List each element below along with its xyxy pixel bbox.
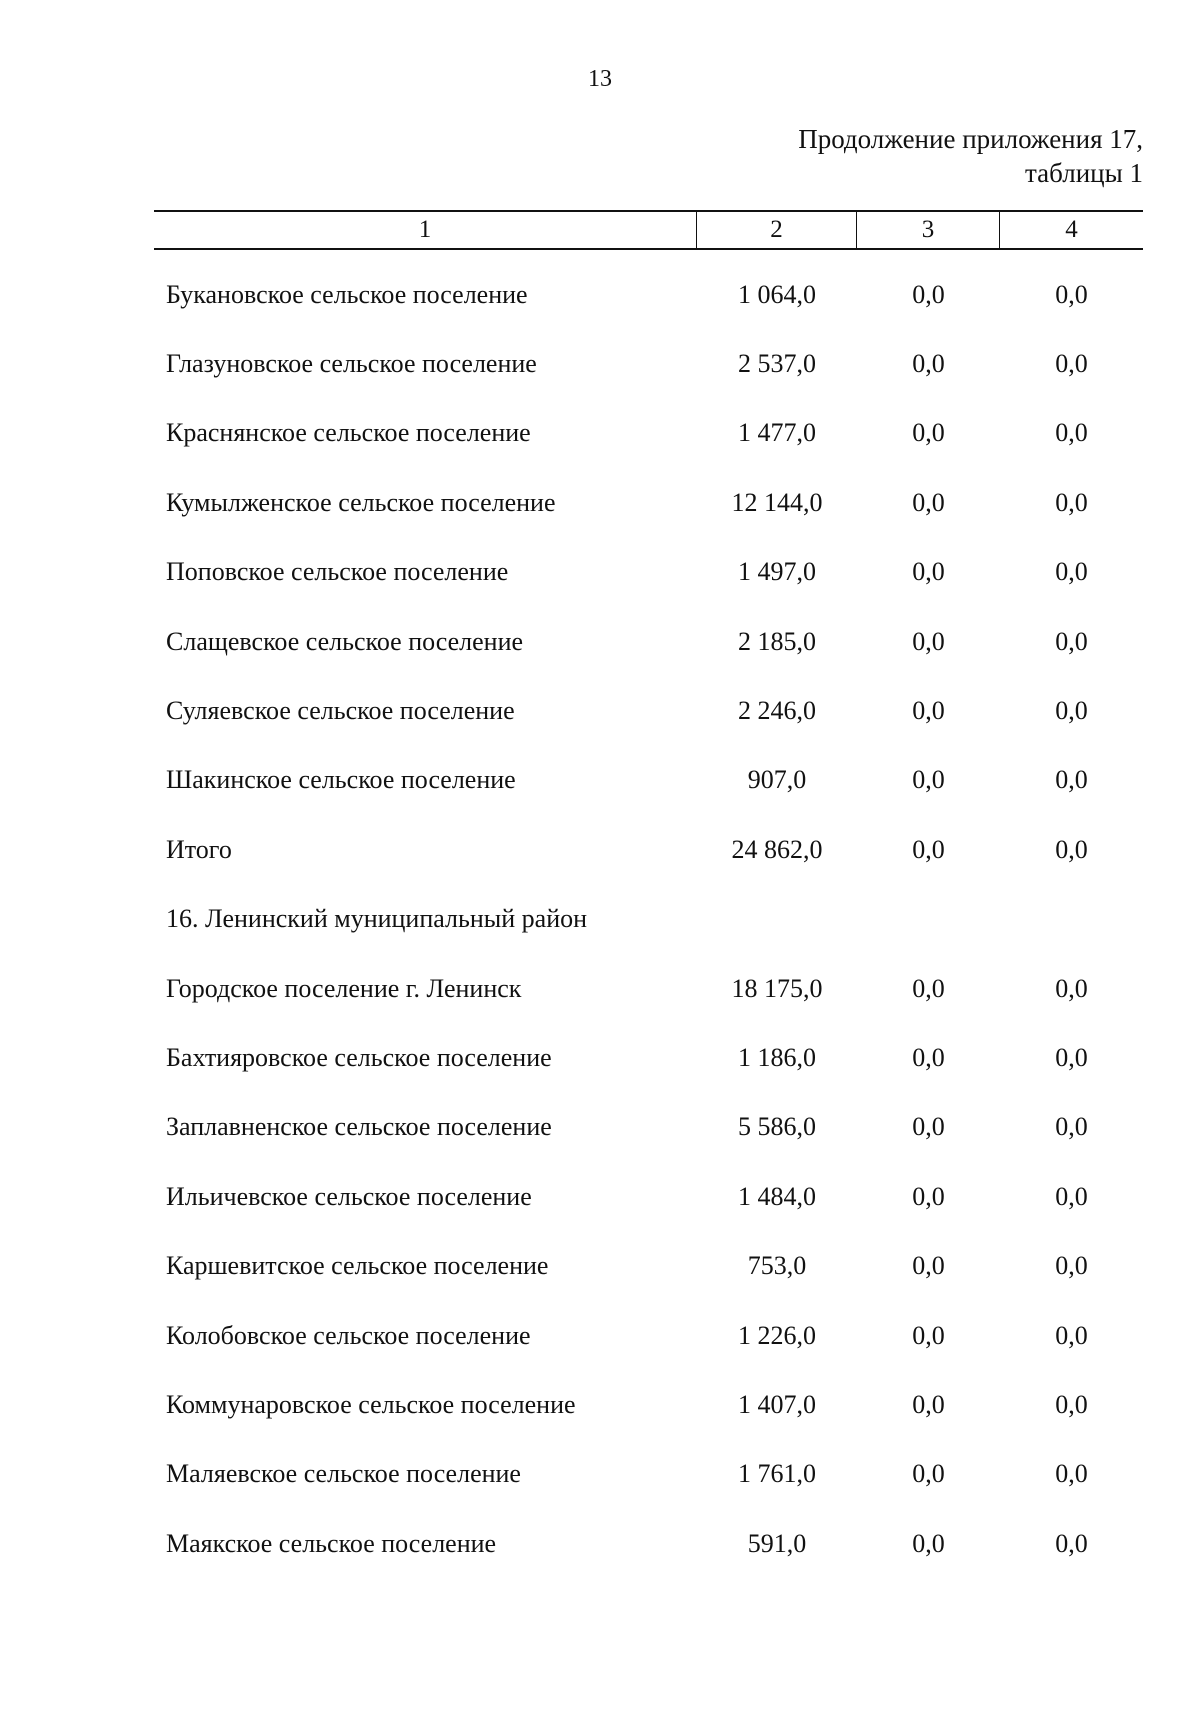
row-value-col-3: 0,0 — [912, 1320, 945, 1350]
continuation-note — [798, 122, 1143, 190]
row-value-col-3: 0,0 — [912, 1389, 945, 1419]
row-value-col-3: 0,0 — [912, 973, 945, 1003]
row-value-col-2: 2 185,0 — [738, 626, 816, 656]
row-value-col-3: 0,0 — [912, 1528, 945, 1558]
table-row — [154, 1370, 1143, 1439]
row-name: Слащевское сельское поселение — [166, 626, 524, 656]
continuation-line-1: Продолжение приложения 17, — [798, 124, 1143, 154]
row-value-col-4: 0,0 — [1055, 1181, 1088, 1211]
row-value-col-2: 1 761,0 — [738, 1459, 816, 1489]
row-value-col-3: 0,0 — [912, 487, 945, 517]
row-name: Глазуновское сельское поселение — [166, 349, 537, 379]
row-value-col-3: 0,0 — [912, 349, 945, 379]
row-name: Шакинское сельское поселение — [166, 765, 516, 795]
row-value-col-2: 1 484,0 — [738, 1181, 816, 1211]
header-col-4: 4 — [1065, 216, 1078, 243]
row-name: Поповское сельское поселение — [166, 557, 509, 587]
row-value-col-3: 0,0 — [912, 557, 945, 587]
table-row — [154, 676, 1143, 745]
table-row — [154, 468, 1143, 537]
row-value-col-4: 0,0 — [1055, 1112, 1088, 1142]
row-name: Заплавненское сельское поселение — [166, 1112, 552, 1142]
row-value-col-2: 2 246,0 — [738, 696, 816, 726]
row-name: Бахтияровское сельское поселение — [166, 1042, 552, 1072]
row-value-col-2: 24 862,0 — [731, 834, 823, 864]
row-name: Маляевское сельское поселение — [166, 1459, 521, 1489]
row-value-col-2: 5 586,0 — [738, 1112, 816, 1142]
row-value-col-3: 0,0 — [912, 765, 945, 795]
row-value-col-4: 0,0 — [1055, 1320, 1088, 1350]
row-value-col-2: 1 407,0 — [738, 1389, 816, 1419]
row-value-col-3: 0,0 — [912, 1181, 945, 1211]
row-value-col-4: 0,0 — [1055, 1528, 1088, 1558]
row-name: Итого — [166, 834, 232, 864]
table-row — [154, 1509, 1143, 1578]
row-name: Краснянское сельское поселение — [166, 418, 531, 448]
table-row — [154, 885, 1143, 954]
row-value-col-3: 0,0 — [912, 279, 945, 309]
row-value-col-3: 0,0 — [912, 696, 945, 726]
row-value-col-4: 0,0 — [1055, 1042, 1088, 1072]
table-body — [154, 260, 1143, 1578]
row-value-col-2: 753,0 — [747, 1251, 807, 1281]
row-name: Коммунаровское сельское поселение — [166, 1389, 576, 1419]
row-value-col-2: 1 064,0 — [738, 279, 816, 309]
row-value-col-4: 0,0 — [1055, 765, 1088, 795]
row-value-col-2: 12 144,0 — [731, 487, 823, 517]
table-row — [154, 954, 1143, 1023]
row-value-col-2: 1 477,0 — [738, 418, 816, 448]
row-name: Колобовское сельское поселение — [166, 1320, 531, 1350]
header-col-1: 1 — [154, 212, 697, 248]
row-value-col-3: 0,0 — [912, 1112, 945, 1142]
row-name: Городское поселение г. Ленинск — [166, 973, 522, 1003]
row-value-col-4: 0,0 — [1055, 557, 1088, 587]
table-row — [154, 746, 1143, 815]
row-value-col-4: 0,0 — [1055, 696, 1088, 726]
table-row — [154, 538, 1143, 607]
row-value-col-3: 0,0 — [912, 418, 945, 448]
row-value-col-4: 0,0 — [1055, 1251, 1088, 1281]
row-name: Маякское сельское поселение — [166, 1528, 497, 1558]
table-row — [154, 1093, 1143, 1162]
table-row — [154, 399, 1143, 468]
row-value-col-2: 591,0 — [747, 1528, 807, 1558]
table-row — [154, 1162, 1143, 1231]
row-value-col-4: 0,0 — [1055, 973, 1088, 1003]
row-value-col-3: 0,0 — [912, 626, 945, 656]
header-col-2: 2 — [697, 212, 857, 248]
row-value-col-3: 0,0 — [912, 1042, 945, 1072]
row-value-col-4: 0,0 — [1055, 279, 1088, 309]
row-value-col-2: 1 497,0 — [738, 557, 816, 587]
row-name: Суляевское сельское поселение — [166, 696, 515, 726]
row-name: 16. Ленинский муниципальный район — [166, 904, 588, 934]
row-value-col-2: 1 226,0 — [738, 1320, 816, 1350]
row-value-col-4: 0,0 — [1055, 1459, 1088, 1489]
table-row — [154, 815, 1143, 884]
table-row — [154, 1301, 1143, 1370]
row-value-col-4: 0,0 — [1055, 626, 1088, 656]
row-name: Каршевитское сельское поселение — [166, 1251, 549, 1281]
row-name: Букановское сельское поселение — [166, 279, 528, 309]
row-value-col-2: 18 175,0 — [731, 973, 823, 1003]
page-number: 13 — [588, 66, 612, 92]
row-value-col-4: 0,0 — [1055, 487, 1088, 517]
row-value-col-2: 907,0 — [747, 765, 807, 795]
table-row — [154, 329, 1143, 398]
row-value-col-4: 0,0 — [1055, 349, 1088, 379]
header-col-3: 3 — [857, 212, 1000, 248]
table-header — [154, 210, 1143, 250]
table-row — [154, 1231, 1143, 1300]
row-value-col-3: 0,0 — [912, 834, 945, 864]
row-name: Ильичевское сельское поселение — [166, 1181, 532, 1211]
row-value-col-4: 0,0 — [1055, 834, 1088, 864]
row-name: Кумылженское сельское поселение — [166, 487, 556, 517]
continuation-line-2: таблицы 1 — [1025, 158, 1143, 188]
table-row — [154, 260, 1143, 329]
row-value-col-2: 2 537,0 — [738, 349, 816, 379]
row-value-col-2: 1 186,0 — [738, 1042, 816, 1072]
table-row — [154, 607, 1143, 676]
table-row — [154, 1440, 1143, 1509]
row-value-col-4: 0,0 — [1055, 1389, 1088, 1419]
row-value-col-3: 0,0 — [912, 1251, 945, 1281]
row-value-col-3: 0,0 — [912, 1459, 945, 1489]
table-row — [154, 1023, 1143, 1092]
row-value-col-4: 0,0 — [1055, 418, 1088, 448]
